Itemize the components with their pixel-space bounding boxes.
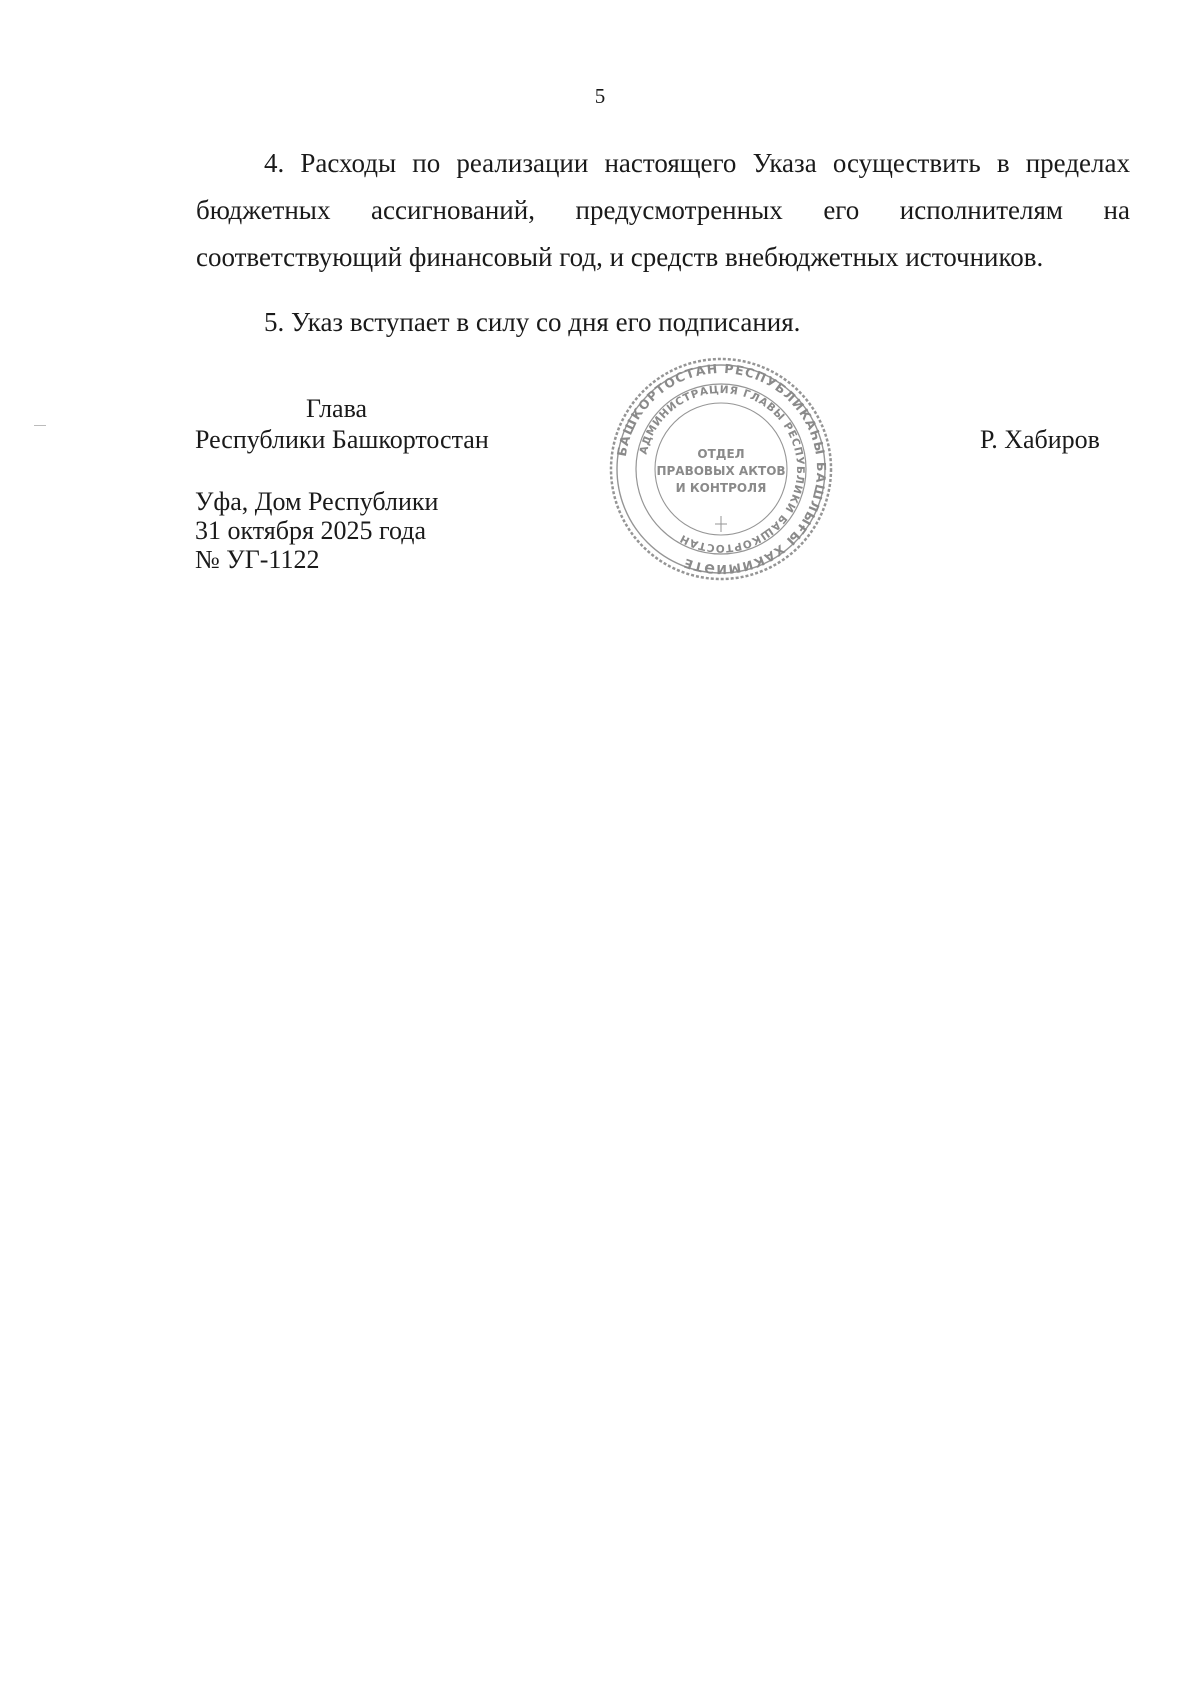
page-number: 5: [594, 84, 606, 108]
stamp-inner-ring-text: АДМИНИСТРАЦИЯ ГЛАВЫ РЕСПУБЛИКИ БАШКОРТОСТАН: [637, 383, 807, 555]
stamp-center-line-2: ПРАВОВЫХ АКТОВ: [656, 464, 786, 478]
paragraph-4: 4. Расходы по реализации настоящего Указа осуществить в пределах бюджетных ассигнований, предусмотренных его исполнителям на соответствующий финансовый год, и средств внебюджетных источников.: [196, 148, 1130, 272]
signer-position-region: Республики Башкортостан: [195, 425, 489, 454]
place-and-date: [195, 487, 535, 574]
decree-number: № УГ-1122: [195, 545, 320, 574]
signer-position-title: Глава: [306, 394, 368, 423]
official-stamp: [608, 356, 834, 582]
signing-date: 31 октября 2025 года: [195, 516, 426, 545]
signing-place: Уфа, Дом Республики: [195, 487, 439, 516]
scan-margin-mark: [34, 425, 46, 426]
stamp-center-line-3: И КОНТРОЛЯ: [675, 481, 767, 495]
signer-name: Р. Хабиров: [980, 425, 1100, 454]
paragraph-5: 5. Указ вступает в силу со дня его подписания.: [264, 307, 801, 337]
stamp-outer-ring-text: БАШКОРТОСТАН РЕСПУБЛИКАҺЫ БАШЛЫҒЫ ХАКИМИӘТЕ: [613, 360, 830, 578]
document-body: [196, 140, 1130, 346]
signer-position: [195, 393, 535, 455]
stamp-center-line-1: ОТДЕЛ: [697, 447, 745, 461]
